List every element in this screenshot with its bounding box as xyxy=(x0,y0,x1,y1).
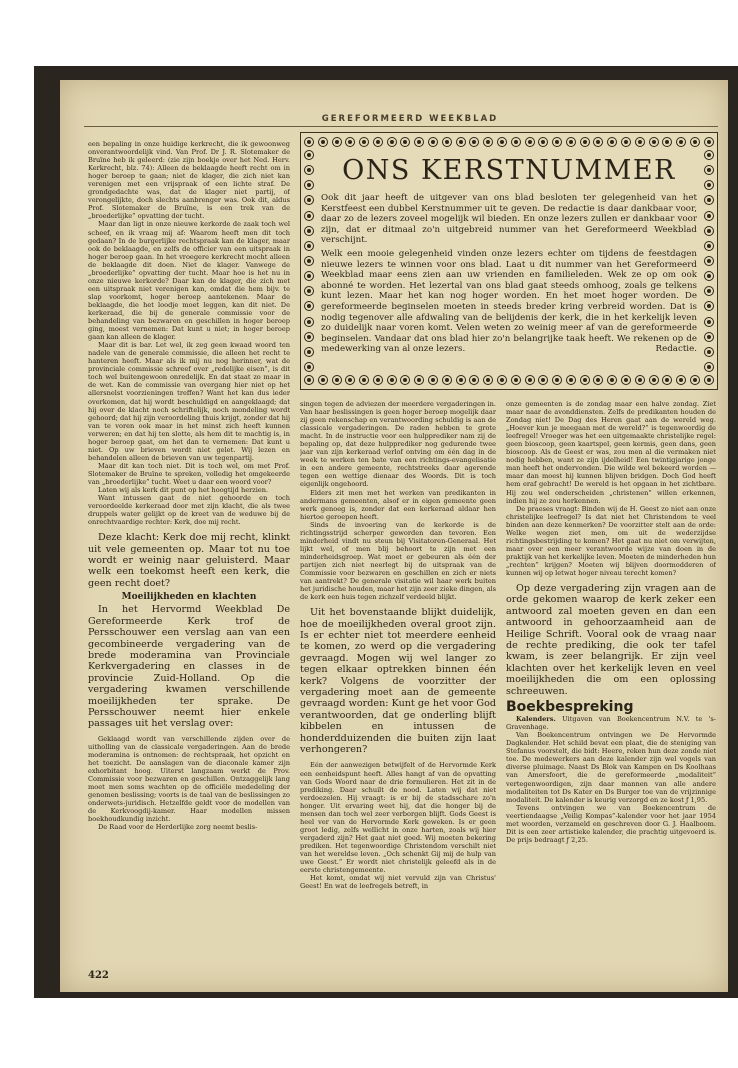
ornament-flower-icon xyxy=(305,181,313,189)
ornament-flower-icon xyxy=(305,166,313,174)
ornament-flower-icon xyxy=(305,257,313,265)
ornament-flower-icon xyxy=(401,376,409,384)
ornament-flower-icon xyxy=(305,242,313,250)
paragraph: Maar dit kan toch niet. Dit is toch wel, om met Prof. Slotemaker de Bruïne te spreken, volledig het omgekeerde van „broederlijke” tucht. Weet u daar een woord voor? xyxy=(88,461,290,486)
ornament-flower-icon xyxy=(608,376,616,384)
ornament-flower-icon xyxy=(333,138,341,146)
ornament-flower-icon xyxy=(305,363,313,371)
ornament-flower-icon xyxy=(305,318,313,326)
ornament-flower-icon xyxy=(663,376,671,384)
paragraph-large: Op deze vergadering zijn vragen aan de orde gekomen waarop de kerk zeker een antwoord zal moeten geven en dan een antwoord in gehoorzaamheid aan de Heilige Schrift. Vooral ook de vraag naar de rechte prediking, die ook ter tafel kwam, is zeer belangrijk. Er zijn veel klachten over het kerkelijk leven en veel moeilijkheden die om een oplossing schreeuwen. xyxy=(506,583,716,697)
paragraph: Ook dit jaar heeft de uitgever van ons blad besloten ter gelegenheid van het Kerstfeest een dubbel Kerstnummer uit te geven. De redactie is daar dankbaar voor, daar zo de lezers zoveel mogelijk wil bieden. En onze lezers zullen er dankbaar voor zijn, dat er ditmaal zo'n uitgebreid nummer van het Gereformeerd Weekblad verschijnt. xyxy=(321,193,697,246)
paragraph-large: Deze klacht: Kerk doe mij recht, klinkt uit vele gemeenten op. Maar tot nu toe wordt er weinig naar geluisterd. Maar welk een toekomst heeft een kerk, die geen recht doet? xyxy=(88,532,290,589)
newspaper-page xyxy=(60,80,728,992)
ornament-flower-icon xyxy=(705,363,713,371)
ornament-flower-icon xyxy=(305,302,313,310)
ornament-flower-icon xyxy=(346,138,354,146)
ornament-flower-icon xyxy=(636,138,644,146)
paragraph: onze gemeenten is de zondag maar een halve zondag. Ziet maar naar de avonddiensten. Zelfs de predikanten houden de Zondag niet! De Dag des Heren gaat aan de wereld weg. „Hoever kun je meegaan met de wereld?” is tegenwoordig de leefregel! Vroeger was het een uitgemaakte christelijke regel: geen bioscoop, geen kaartspel, geen kermis, geen dans, geen bioscoop. Als de Geest er was, zou men al die vermaken niet nodig hebben, want ze zijn ijdelheid! Een twintigjarige jonge man heeft het ondervonden. Die wilde wel bekeerd worden — maar dan moest hij kunnen blijven bridgen. Doch God heeft hem eraf gebracht! De wereld is het opgaan in het zichtbare. Hij zou wel onderscheiden „christenen” willen erkennen, indien hij ze zou herkennen. xyxy=(506,400,716,505)
ornament-flower-icon xyxy=(705,196,713,204)
ornament-flower-icon xyxy=(567,376,575,384)
ornament-flower-icon xyxy=(457,376,465,384)
ornament-flower-icon xyxy=(305,272,313,280)
ornament-flower-icon xyxy=(663,138,671,146)
section-heading: Moeilijkheden en klachten xyxy=(121,592,257,603)
paragraph: Want intussen gaat de niet gehoorde en toch veroordeelde kerkeraad door met zijn klacht, die als twee druppels water gelijkt op de kreet van de weduwe bij de onrechtvaardige rechter: Kerk, doe mij recht. xyxy=(88,494,290,527)
ornament-flower-icon xyxy=(388,138,396,146)
box-title: ONS KERSTNUMMER xyxy=(342,155,676,186)
ornament-flower-icon xyxy=(705,348,713,356)
ornament-flower-icon xyxy=(470,138,478,146)
ornament-flower-icon xyxy=(705,227,713,235)
paragraph xyxy=(506,715,716,731)
ornament-flower-icon xyxy=(305,348,313,356)
paragraph-text: Welk een mooie gelegenheid vinden onze lezers echter om tijdens de feestdagen nieuwe lezers te winnen voor ons blad. Laat u dit nummer van het Gereformeerd Weekblad maar eens zien aan uw vrienden en familieleden. Wek ze op om ook abonné te worden. Het lezertal van ons blad gaat steeds omhoog, zoals ge telkens kunt lezen. Maar het kan nog hoger worden. En het moet hoger worden. De gereformeerde beginselen moeten in steeds breder kring verbreid worden. Dat is nodig tegenover alle afdwaling van de belijdenis der kerk, die in het kerkelijk leven zo duidelijk naar voren komt. Velen weten zo weinig meer af van de gereformeerde beginselen. Vandaar dat ons blad hier zo'n belangrijke taak heeft. We rekenen op de medewerking van al onze lezers. xyxy=(321,248,697,355)
ornament-flower-icon xyxy=(705,257,713,265)
ornament-flower-icon xyxy=(374,376,382,384)
paragraph: Van Boekencentrum ontvingen we De Hervormde Dagkalender. Het schild bevat een plaat, die de steniging van Stefanus voorstelt, die bidt: Heere, reken hun deze zonde niet toe. De medewerkers aan deze kalender zijn wel vogels van diverse pluimage. Naast Ds Blok van Kampen en Ds Koolhaas van Amersfoort, die de gereformeerde „modaliteit” vertegenwoordigen, zijn daar mannen van alle andere modaliteiten tot Ds Kater en Ds Burger toe van de vrijzinnige modaliteit. De kalender is keurig verzorgd en ze kost ƒ 1,95. xyxy=(506,731,716,804)
box-ornament-bottom xyxy=(301,373,717,387)
ornament-flower-icon xyxy=(305,287,313,295)
ornament-flower-icon xyxy=(594,138,602,146)
paragraph-large: In het Hervormd Weekblad De Gereformeerde Kerk trof de Persschouwer een verslag aan van een gecombineerde vergadering van de brede moderamina van Provinciale Kerkvergadering en classes in de provincie Zuid-Holland. Op die vergadering kwamen verschillende moeilijkheden ter sprake. De Persschouwer neemt hier enkele passages uit het verslag over: xyxy=(88,604,290,730)
ornament-flower-icon xyxy=(705,302,713,310)
ornament-flower-icon xyxy=(705,212,713,220)
ornament-flower-icon xyxy=(705,287,713,295)
ornament-flower-icon xyxy=(305,227,313,235)
ornament-flower-icon xyxy=(705,181,713,189)
running-title: GEREFORMEERD WEEKBLAD xyxy=(321,114,499,124)
ornament-flower-icon xyxy=(581,138,589,146)
ornament-flower-icon xyxy=(705,318,713,326)
ornament-flower-icon xyxy=(691,138,699,146)
box-ornament-right xyxy=(703,151,715,371)
paragraph: Het komt, omdat wij niet vervuld zijn van Christus' Geest! En wat de leefregels betreft, in xyxy=(300,874,496,891)
ornament-flower-icon xyxy=(484,376,492,384)
ornament-flower-icon xyxy=(429,376,437,384)
ornament-flower-icon xyxy=(539,138,547,146)
ornament-flower-icon xyxy=(305,196,313,204)
ornament-flower-icon xyxy=(498,138,506,146)
ornament-flower-icon xyxy=(567,138,575,146)
paragraph: Eén der aanwezigen betwijfelt of de Hervormde Kerk een eenheidspunt heeft. Alles hangt af van de opvatting van Gods Woord naar de drie formulieren. Het zit in de prediking. Daar schuilt de nood. Laten wij dat niet verdoezelen. Hij vraagt: is er bij de stadsschare zo'n honger. Uit ervaring weet hij, dat die honger bij de mensen dan toch wel zeer verborgen blijft. Gods Geest is heel ver van de Hervormde Kerk geweken. Is er geen groot ledig, zelfs wellicht in onze harten, zoals wij hier vergaderd zijn? Het gaat niet goed. Wij moeten bekering prediken. Het tegenwoordige Christendom verschilt niet van het wereldse leven. „Och schenkt Gij mij de hulp van uwe Geest.” Er wordt niet christelijk geleefd als in de eerste christengemeente. xyxy=(300,761,496,875)
signature: Redactie. xyxy=(655,344,697,355)
page-number: 422 xyxy=(88,970,109,981)
box-body xyxy=(321,193,697,369)
ornament-flower-icon xyxy=(677,376,685,384)
ornament-flower-icon xyxy=(622,376,630,384)
ornament-flower-icon xyxy=(705,242,713,250)
ornament-flower-icon xyxy=(319,376,327,384)
ornament-flower-icon xyxy=(333,376,341,384)
ornament-flower-icon xyxy=(457,138,465,146)
right-column xyxy=(506,400,716,968)
ornament-flower-icon xyxy=(691,376,699,384)
ornament-flower-icon xyxy=(484,138,492,146)
ornament-flower-icon xyxy=(650,376,658,384)
box-ornament-left xyxy=(303,151,315,371)
middle-column xyxy=(300,400,496,968)
left-column xyxy=(88,140,290,968)
ornament-flower-icon xyxy=(553,376,561,384)
paragraph: Sinds de invoering van de kerkorde is de richtingsstrijd scherper geworden dan tevoren. Een minderheid vindt nu steun bij Visitatoren-Generaal. Het lijkt wel, of men blij behoort te zijn met een minderheidsgroep. Wat moet er gebeuren als één der partijen zich niet neerlegt bij de uitspraak van de Commissie voor bezwaren en geschillen en zich er niets van aantrekt? De generale visitatie wil haar werk buiten het juridische houden, maar het zijn zeer zieke dingen, als de kerk een huis tegen zichzelf verdeeld blijkt. xyxy=(300,520,496,602)
paragraph xyxy=(321,249,697,355)
paragraph: Maar dit is bar. Let wel, ik zeg geen kwaad woord ten nadele van de generale commissie, die alleen het recht te hanteren heeft. Maar als ik mij nu nog herinner, wat de provinciale commissie schreef over „redelijke eisen”, is dit toch wel buitengewoon onredelijk. En dat staat zo maar in de wet. Kan de commissie van overgang hier niet op het allersnelst voorzieningen treffen? Want het kan dus ieder overkomen, dat hij wordt beschuldigd en aangeklaagd; dat hij over de klacht noch schriftelijk, noch mondeling wordt gehoord; dat hij zijn veroordeling thuis krijgt, zonder dat hij van te voren ook maar in het minst zich heeft kunnen verweren; en dat hij ten slotte, als hem dit te machtig is, in hoger beroep gaat, om het dan te vernemen: Dat kunt u niet. Op uw brieven wordt niet gelet. Wij lezen en behandelen alleen de brieven van uw tegenpartij. xyxy=(88,341,290,462)
ornament-flower-icon xyxy=(415,138,423,146)
ornament-flower-icon xyxy=(388,376,396,384)
book-title: Kalenders. xyxy=(516,715,556,724)
paragraph-large: Uit het bovenstaande blijkt duidelijk, hoe de moeilijkheden overal groot zijn. Is er echter niet tot meerdere eenheid te komen, zo werd op die vergadering gevraagd. Mogen wij wel langer zo tegen elkaar optrekken binnen één kerk? Volgens de voorzitter der vergadering moet aan de gemeente gevraagd worden: Kunt ge het voor God verantwoorden, dat ge onderling blijft kibbelen en intussen de honderdduizenden die buiten zijn laat verhongeren? xyxy=(300,607,496,756)
ornament-flower-icon xyxy=(526,376,534,384)
ornament-flower-icon xyxy=(636,376,644,384)
paragraph: Tevens ontvingen we van Boekencentrum de veertiendaagse „Veilig Kompas”-kalender voor het jaar 1954 met woorden, verzameld en geschreven door G. J. Haalboom. Dit is een zeer artistieke kalender, die prachtig uitgevoerd is. De prijs bedraagt ƒ 2,25. xyxy=(506,803,716,844)
ornament-flower-icon xyxy=(415,376,423,384)
ornament-flower-icon xyxy=(443,138,451,146)
ornament-flower-icon xyxy=(346,376,354,384)
ornament-flower-icon xyxy=(305,212,313,220)
ornament-flower-icon xyxy=(498,376,506,384)
ornament-flower-icon xyxy=(305,151,313,159)
ornament-flower-icon xyxy=(705,138,713,146)
paragraph: Laten wij als kerk dit punt op het hoogtijd herzien. xyxy=(98,486,269,495)
ornament-flower-icon xyxy=(594,376,602,384)
paragraph: een bepaling in onze huidige kerkrecht, die ik gewoonweg onverantwoordelijk vind. Van Prof. Dr J. R. Slotemaker de Bruïne heb ik geleerd: (zie zijn boekje over het Ned. Herv. Kerkrecht, blz. 74): Alleen de beklaagde heeft recht om in hoger beroep te gaan; niet de klager, die zich niet kan verenigen met een vrijspraak of een lichte straf. De grondgedachte was, dat de klager niet partij, of verongelijkte, doch slechts aanbrenger was. Ook dit, aldus Prof. Slotemaker de Bruïne, is een trek van de „broederlijke” opvatting der tucht. xyxy=(88,140,290,221)
paragraph: Maar dan ligt in onze nieuwe kerkorde de zaak toch wel scheef, en ik vraag mij af: Waarom heeft men dit toch gedaan? In de burgerlijke rechtspraak kan de klager, maar ook de beklaagde, en zelfs de officier van een uitspraak in hoger beroep gaan. In het vroegere kerkrecht mocht alleen de beklaagde dit doen. Niet de klager. Vanwege de „broederlijke” opvatting der tucht. Maar hoe is het nu in onze nieuwe kerkorde? Daar kan de klager, die zich met een uitspraak niet verenigen kan, omdat die hem bijv. te slap voorkomt, hoger beroep aantekenen. Maar de beklaagde, die het loodje moet leggen, kan dit niet. De kerkeraad, die bij de generale commissie voor de behandeling van bezwaren en geschillen in hoger beroep ging, moest vernemen: Dat kunt u niet; in hoger beroep gaan kan alleen de klager. xyxy=(88,220,290,342)
ornament-flower-icon xyxy=(319,138,327,146)
ornament-flower-icon xyxy=(677,138,685,146)
ornament-flower-icon xyxy=(705,333,713,341)
header-rule xyxy=(84,126,718,127)
ornament-flower-icon xyxy=(305,333,313,341)
ornament-flower-icon xyxy=(360,138,368,146)
ornament-flower-icon xyxy=(705,166,713,174)
paragraph: De praeses vraagt: Binden wij de H. Geest zo niet aan onze christelijke leefregel? Is dat niet het Christendom te veel binden aan deze kenmerken? De voorzitter stelt aan de orde: Welke wegen ziet men, om uit de wederzijdse richtingsbestrijding te komen? Het gaat nu niet om verwijten, maar over een meer verantwoorde wijze van doen in de praktijk van het kerkelijke leven. Moeten de minderheden hun „rechten” krijgen? Moeten wij blijven doormodderen of kunnen wij op letwat hoger niveau terecht komen? xyxy=(506,504,716,577)
ornament-flower-icon xyxy=(443,376,451,384)
ornament-flower-icon xyxy=(608,138,616,146)
paragraph: De Raad voor de Herderlijke zorg neemt beslis- xyxy=(98,823,258,832)
paragraph-text: Uitgaven van Boekencentrum N.V. te 's-Gravenhage. xyxy=(506,715,716,732)
ornament-flower-icon xyxy=(705,151,713,159)
ornament-flower-icon xyxy=(305,376,313,384)
paragraph: Geklaagd wordt van verschillende zijden over de uitholling van de classicale vergaderingen. Aan de brede moderamina is ontnomen: de rechtspraak, het opzicht en het toezicht. De aanslagen van de diaconale kamer zijn exhorbitant hoog. Uiterst langzaam werkt de Prov. Commissie voor bezwaren en geschillen. Ontzaggelijk lang moet men soms wachten op de officiële mededeling der genomen beslissing; voorts is de taal van de beslissingen zo onderwets-juridisch. Hetzelfde geldt voor de modellen van de Kerkvoogdij-kamer. Haar modellen missen boekhoudkundig inzicht. xyxy=(88,734,290,824)
paragraph: singen tegen de adviezen der meerdere vergaderingen in. Van haar beslissingen is geen hoger beroep mogelijk daar zij geen rekenschap en verantwoording schuldig is aan de classicale vergaderingen. De raden hebben te grote macht. In de instructie voor een hulpprediker nam zij de bepaling op, dat deze hulpprediker nog gedurende twee jaar van zijn kerkeraad verlof ontving om één dag in de week te werken ten bate van een richtings-evangelisatie in een andere gemeente, rechtstreeks daar agerende tegen een wettige dienaar des Woords. Dit is toch eigenlijk ongehoord. xyxy=(300,400,496,489)
christmas-issue-box xyxy=(300,132,718,390)
ornament-flower-icon xyxy=(512,376,520,384)
ornament-flower-icon xyxy=(360,376,368,384)
ornament-flower-icon xyxy=(539,376,547,384)
ornament-flower-icon xyxy=(401,138,409,146)
ornament-flower-icon xyxy=(581,376,589,384)
ornament-flower-icon xyxy=(650,138,658,146)
ornament-flower-icon xyxy=(305,138,313,146)
paragraph: Elders zit men met het werken van predikanten in andermans gemeenten, alsof er in eigen gemeente geen werk genoeg is, zonder dat een kerkeraad aldaar hen hiertoe geroepen heeft. xyxy=(300,488,496,521)
ornament-flower-icon xyxy=(470,376,478,384)
section-heading: Boekbespreking xyxy=(506,699,634,716)
ornament-flower-icon xyxy=(705,376,713,384)
ornament-flower-icon xyxy=(622,138,630,146)
ornament-flower-icon xyxy=(429,138,437,146)
ornament-flower-icon xyxy=(526,138,534,146)
ornament-flower-icon xyxy=(374,138,382,146)
ornament-flower-icon xyxy=(553,138,561,146)
box-ornament-top xyxy=(301,135,717,149)
ornament-flower-icon xyxy=(705,272,713,280)
ornament-flower-icon xyxy=(512,138,520,146)
